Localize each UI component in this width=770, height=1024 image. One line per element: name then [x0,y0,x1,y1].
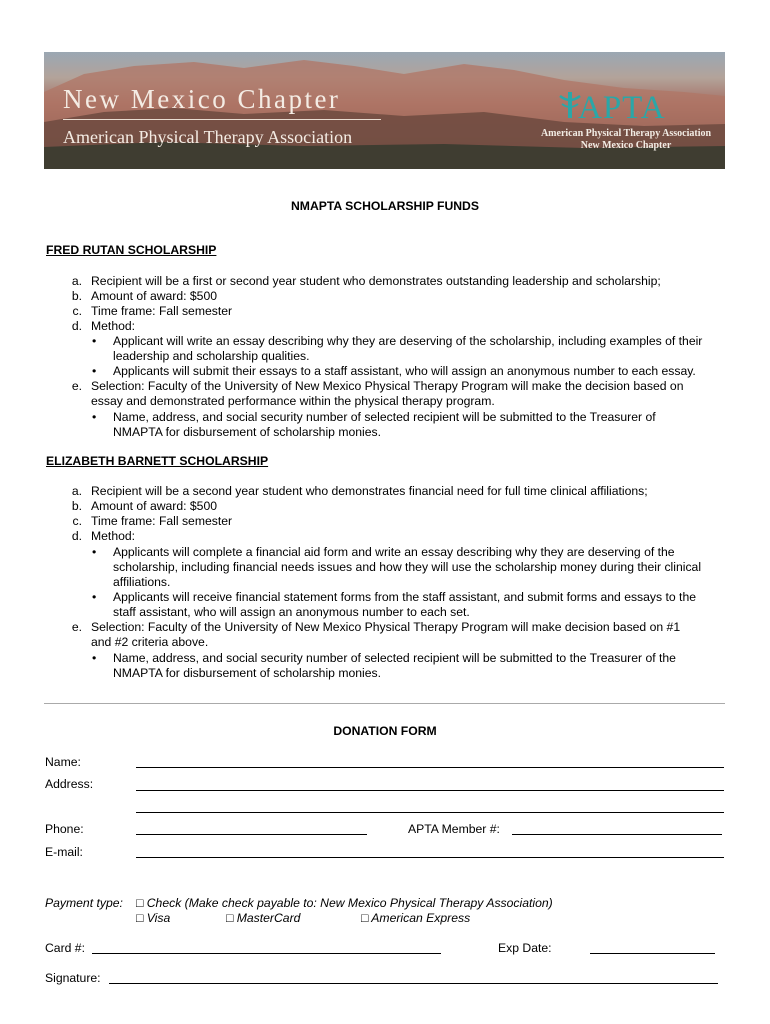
list-marker: d. [71,529,82,543]
payment-type-label: Payment type: [45,896,123,910]
exp-date-field[interactable] [590,953,715,954]
fred-item-d: Method: [91,319,136,333]
card-number-label: Card #: [45,941,85,955]
donation-form-title: DONATION FORM [333,724,437,738]
eliz-item-e: Selection: Faculty of the University of New Mexico Physical Therapy Program will make decision based on #1 [91,620,681,634]
fred-selection-bullet-1-cont: NMAPTA for disbursement of scholarship monies. [113,425,382,439]
eliz-method-bullet-1-cont2: affiliations. [113,575,171,589]
fred-rutan-heading: FRED RUTAN SCHOLARSHIP [46,243,217,257]
eliz-selection-bullet-1: Name, address, and social security number of selected recipient will be submitted to the Treasurer of the [113,651,676,665]
eliz-method-bullet-1-cont: scholarship, including financial needs issues and how they will use the scholarship money during their clinical [113,560,702,574]
eliz-item-a: Recipient will be a second year student who demonstrates financial need for full time clinical affiliations; [91,484,648,498]
fred-item-e-cont: essay and demonstrated performance within the physical therapy program. [91,394,495,408]
bullet-icon: • [92,545,97,559]
eliz-selection-bullet-1-cont: NMAPTA for disbursement of scholarship monies. [113,666,382,680]
bullet-icon: • [92,590,97,604]
banner-subtitle: American Physical Therapy Association [63,127,353,147]
name-field[interactable] [136,767,724,768]
list-marker: c. [72,514,82,528]
bullet-icon: • [92,410,97,424]
phone-field[interactable] [136,834,367,835]
fred-item-a: Recipient will be a first or second year student who demonstrates outstanding leadership and scholarship; [91,274,661,288]
apta-logo-text: APTA [578,90,666,126]
exp-date-label: Exp Date: [498,941,552,955]
signature-label: Signature: [45,971,101,985]
list-marker: e. [71,379,82,393]
fred-method-bullet-1: Applicant will write an essay describing why they are deserving of the scholarship, including examples of their [113,334,703,348]
eliz-item-d: Method: [91,529,136,543]
phone-label: Phone: [45,822,84,836]
eliz-method-bullet-2-cont: staff assistant, who will assign an anonymous number to each set. [113,605,470,619]
address-label: Address: [45,777,94,791]
section-divider [44,703,725,704]
address-field-line-2[interactable] [136,812,724,813]
name-label: Name: [45,755,81,769]
list-marker: a. [71,484,82,498]
american-express-option[interactable]: □ American Express [361,911,471,925]
email-field[interactable] [136,857,724,858]
fred-method-bullet-2: Applicants will submit their essays to a staff assistant, who will assign an anonymous number to each essay. [113,364,696,378]
eliz-item-e-cont: and #2 criteria above. [91,635,209,649]
apta-member-field[interactable] [512,834,722,835]
card-number-field[interactable] [92,953,441,954]
apta-member-label: APTA Member #: [408,822,500,836]
banner-title: New Mexico Chapter [63,84,341,114]
eliz-item-b: Amount of award: $500 [91,499,218,513]
header-banner [44,52,725,169]
eliz-item-c: Time frame: Fall semester [91,514,233,528]
list-marker: d. [71,319,82,333]
list-marker: c. [72,304,82,318]
fred-item-c: Time frame: Fall semester [91,304,233,318]
fred-selection-bullet-1: Name, address, and social security number of selected recipient will be submitted to the Treasurer of [113,410,656,424]
address-field-line-1[interactable] [136,790,724,791]
signature-field[interactable] [109,983,718,984]
bullet-icon: • [92,651,97,665]
banner-divider [63,119,381,120]
fred-item-e: Selection: Faculty of the University of New Mexico Physical Therapy Program will make the decision based on [91,379,684,393]
apta-logo-line-1: American Physical Therapy Association [540,128,712,139]
document-title: NMAPTA SCHOLARSHIP FUNDS [290,199,479,213]
bullet-icon: • [92,334,97,348]
fred-method-bullet-1-cont: leadership and scholarship qualities. [113,349,310,363]
mastercard-option[interactable]: □ MasterCard [226,911,301,925]
eliz-method-bullet-2: Applicants will receive financial statement forms from the staff assistant, and submit forms and essays to the [113,590,697,604]
list-marker: a. [71,274,82,288]
visa-option[interactable]: □ Visa [136,911,171,925]
list-marker: b. [71,499,82,513]
email-label: E-mail: [45,845,83,859]
eliz-method-bullet-1: Applicants will complete a financial aid form and write an essay describing why they are deserving of the [113,545,675,559]
list-marker: e. [71,620,82,634]
fred-item-b: Amount of award: $500 [91,289,218,303]
list-marker: b. [71,289,82,303]
check-option[interactable]: □ Check (Make check payable to: New Mexico Physical Therapy Association) [136,896,553,910]
bullet-icon: • [92,364,97,378]
apta-logo-line-2: New Mexico Chapter [580,140,672,151]
elizabeth-barnett-heading: ELIZABETH BARNETT SCHOLARSHIP [46,454,269,468]
